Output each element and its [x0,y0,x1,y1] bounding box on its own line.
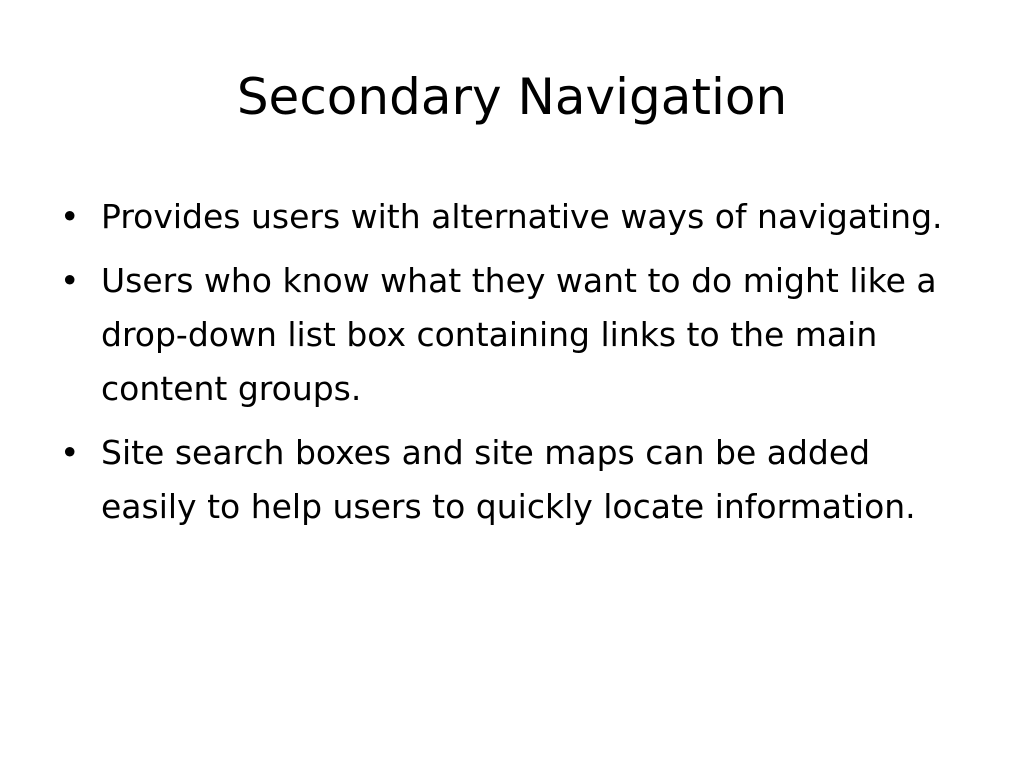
bullet-item [60,190,960,244]
bullet-item [60,254,960,416]
bullet-item [60,426,960,534]
bullet-list [60,190,960,544]
bullet-text: Provides users with alternative ways of navigating. [101,197,943,236]
bullet-dot-icon: • [60,433,80,472]
bullet-text: Site search boxes and site maps can be added easily to help users to quickly locate information. [101,433,916,526]
bullet-dot-icon: • [60,261,80,300]
slide-title: Secondary Navigation [236,68,788,126]
bullet-dot-icon: • [60,197,80,236]
bullet-text: Users who know what they want to do might like a drop-down list box containing links to the main content groups. [101,261,937,408]
